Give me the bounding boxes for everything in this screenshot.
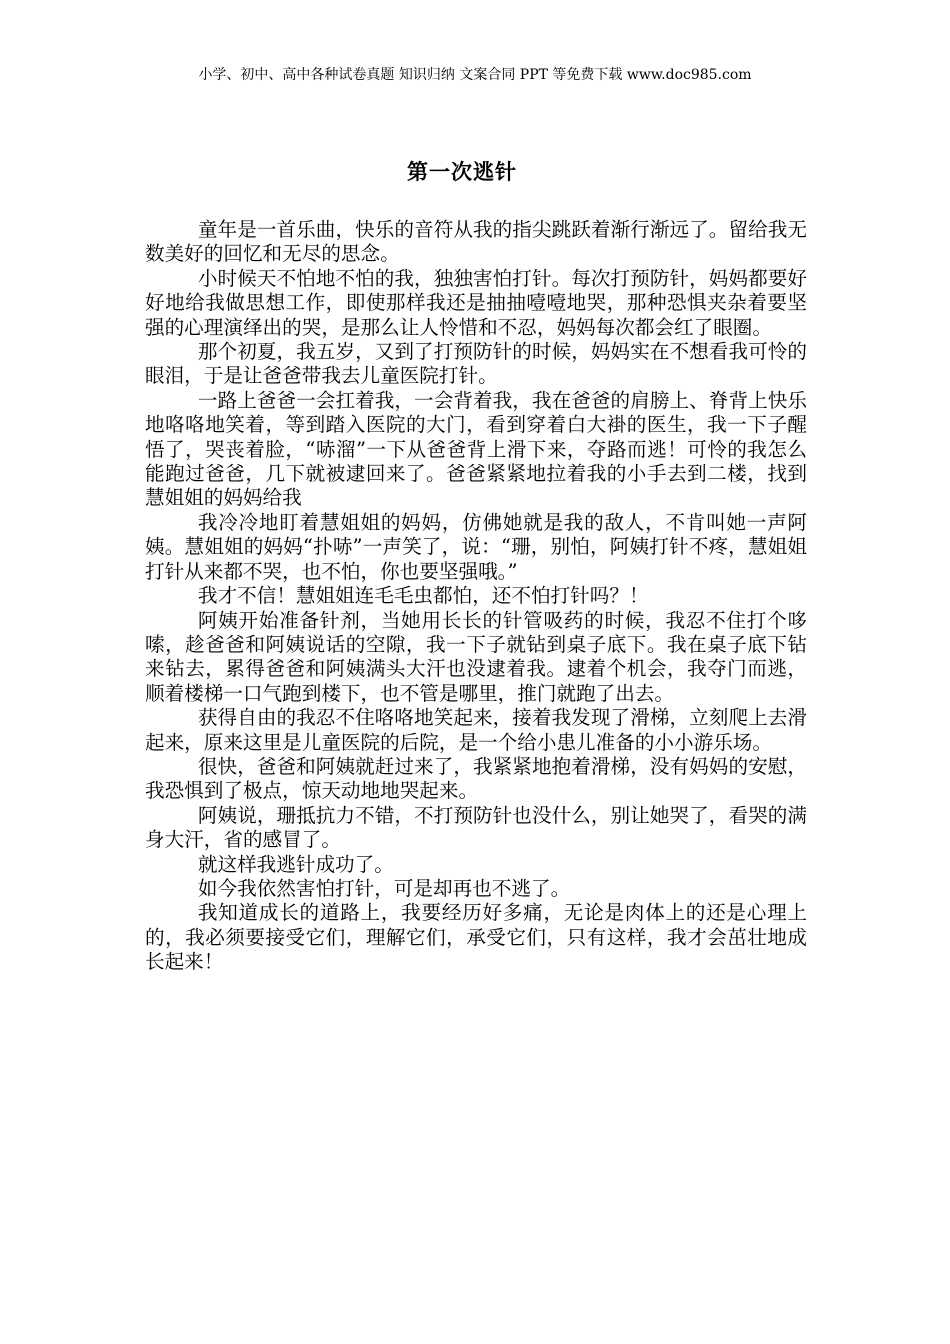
paragraph: 我知道成长的道路上，我要经历好多痛，无论是肉体上的还是心理上的，我必须要接受它们，理解它们，承受它们，只有这样，我才会茁壮地成长起来！	[145, 901, 807, 974]
paragraph: 获得自由的我忍不住咯咯地笑起来，接着我发现了滑梯，立刻爬上去滑起来，原来这里是儿童医院的后院，是一个给小患儿准备的小小游乐场。	[145, 706, 807, 754]
document-body	[145, 218, 807, 975]
document-title: 第一次逃针	[407, 159, 517, 184]
paragraph: 阿姨说，珊抵抗力不错，不打预防针也没什么，别让她哭了，看哭的满身大汗，省的感冒了。	[145, 803, 807, 852]
paragraph: 我冷冷地盯着慧姐姐的妈妈，仿佛她就是我的敌人，不肯叫她一声阿姨。慧姐姐的妈妈“扑哧”一声笑了，说：“珊，别怕，阿姨打针不疼，慧姐姐打针从来都不哭，也不怕，你也要坚强哦。”	[145, 510, 807, 583]
paragraph: 阿姨开始准备针剂，当她用长长的针管吸药的时候，我忍不住打个哆嗦，趁爸爸和阿姨说话的空隙，我一下子就钻到桌子底下。我在桌子底下钻来钻去，累得爸爸和阿姨满头大汗也没逮着我。逮着个机会，我夺门而逃，顺着楼梯一口气跑到楼下，也不管是哪里，推门就跑了出去。	[145, 608, 807, 705]
page-header: 小学、初中、高中各种试卷真题 知识归纳 文案合同 PPT 等免费下载 www.doc985.com	[198, 67, 752, 83]
paragraph: 童年是一首乐曲，快乐的音符从我的指尖跳跃着渐行渐远了。留给我无数美好的回忆和无尽的思念。	[145, 218, 807, 266]
paragraph: 那个初夏，我五岁，又到了打预防针的时候，妈妈实在不想看我可怜的眼泪，于是让爸爸带我去儿童医院打针。	[145, 340, 807, 388]
paragraph: 我才不信！慧姐姐连毛毛虫都怕，还不怕打针吗？！	[197, 584, 649, 608]
paragraph: 很快，爸爸和阿姨就赶过来了，我紧紧地抱着滑梯，没有妈妈的安慰，我恐惧到了极点，惊天动地地哭起来。	[145, 754, 807, 803]
paragraph: 小时候天不怕地不怕的我，独独害怕打针。每次打预防针，妈妈都要好好地给我做思想工作，即使那样我还是抽抽噎噎地哭，那种恐惧夹杂着要坚强的心理演绎出的哭，是那么让人怜惜和不忍，妈妈每次都会红了眼圈。	[145, 266, 807, 339]
paragraph: 如今我依然害怕打针，可是却再也不逃了。	[197, 876, 571, 900]
paragraph: 就这样我逃针成功了。	[197, 852, 394, 876]
paragraph: 一路上爸爸一会扛着我，一会背着我，我在爸爸的肩膀上、脊背上快乐地咯咯地笑着，等到踏入医院的大门，看到穿着白大褂的医生，我一下子醒悟了，哭丧着脸，“哧溜”一下从爸爸背上滑下来，夺路而逃！可怜的我怎么能跑过爸爸，几下就被逮回来了。爸爸紧紧地拉着我的小手去到二楼，找到慧姐姐的妈妈给我	[145, 388, 807, 510]
